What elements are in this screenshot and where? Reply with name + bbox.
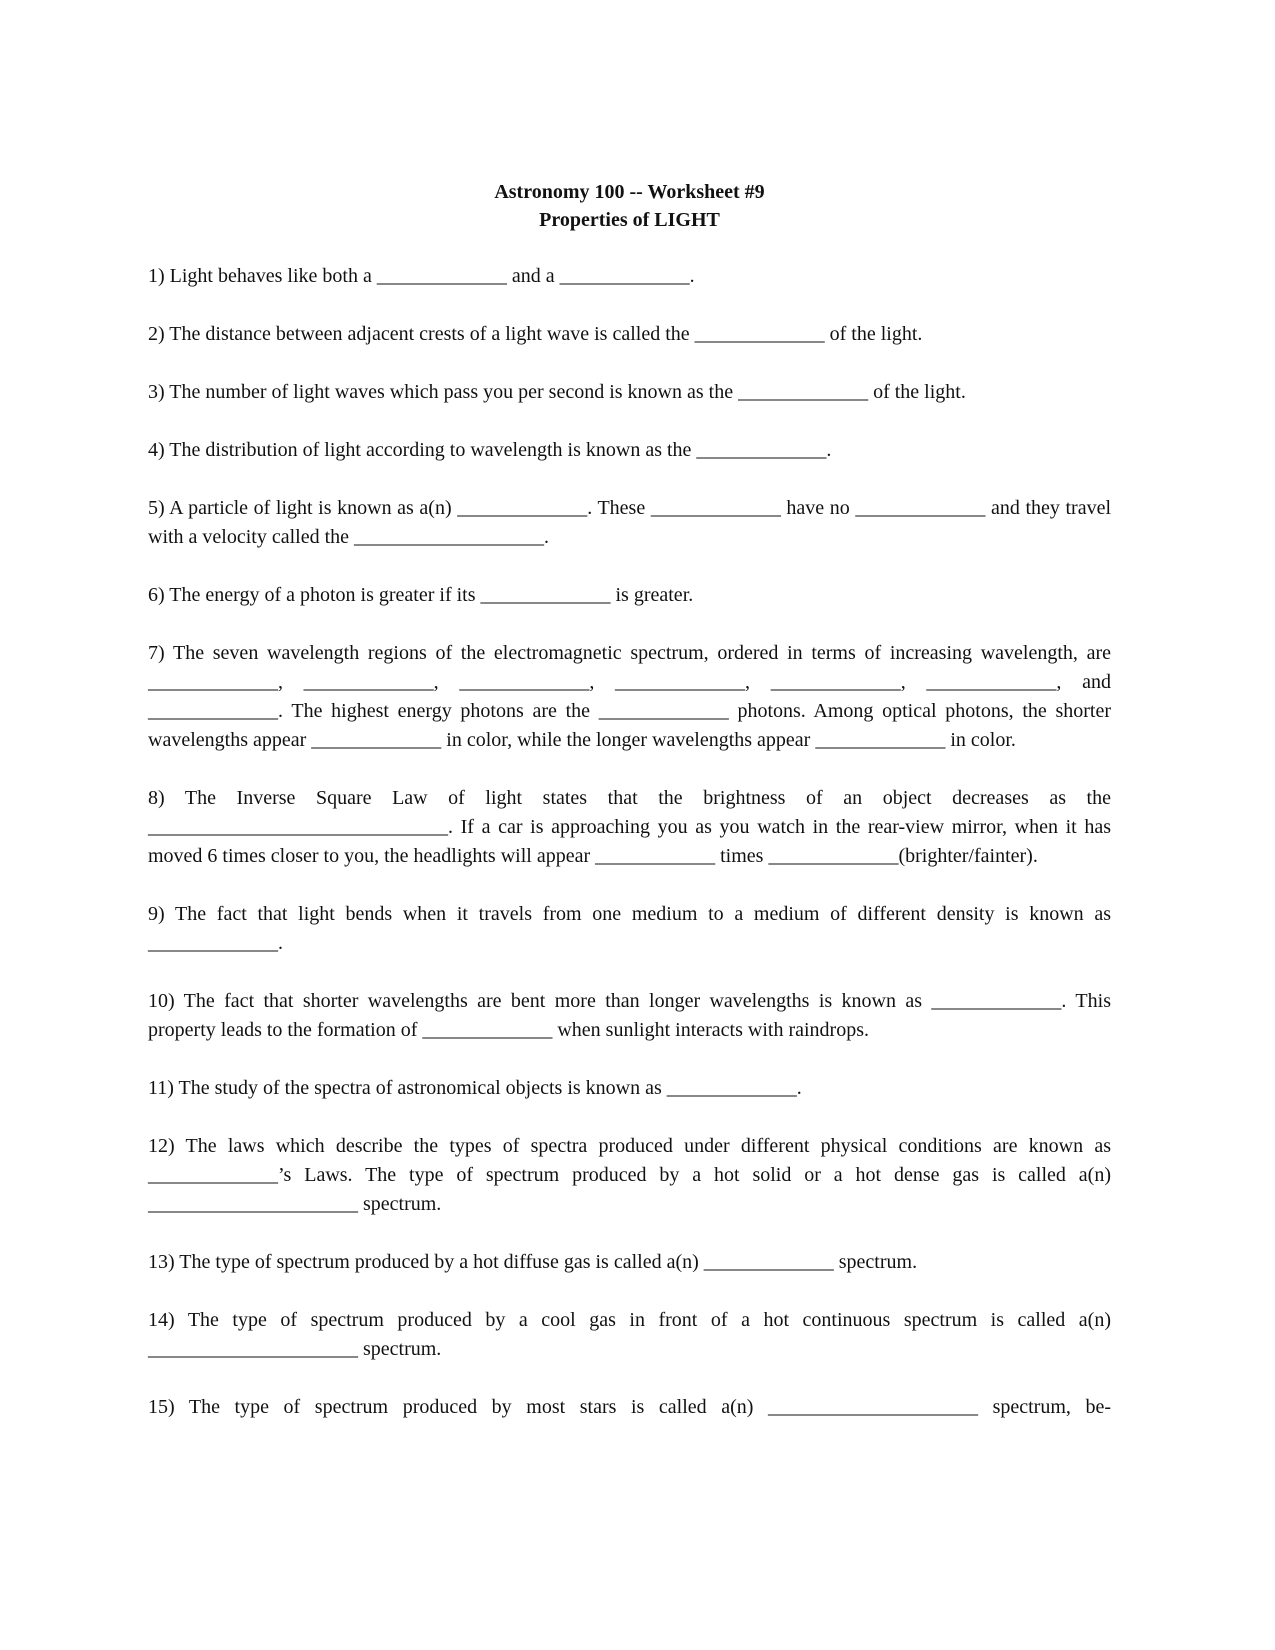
question-9: 9) The fact that light bends when it travels from one medium to a medium of different density is known as _____________. [148, 903, 1111, 954]
worksheet-page [148, 178, 1111, 1451]
question-2: 2) The distance between adjacent crests of a light wave is called the _____________ of the light. [148, 323, 923, 345]
worksheet-subtitle: Properties of LIGHT [539, 209, 720, 231]
question-6: 6) The energy of a photon is greater if its _____________ is greater. [148, 584, 694, 606]
question-11: 11) The study of the spectra of astronomical objects is known as _____________. [148, 1077, 802, 1099]
question-1: 1) Light behaves like both a _____________ and a _____________. [148, 265, 695, 287]
question-list [148, 262, 1111, 1422]
question-12: 12) The laws which describe the types of spectra produced under different physical conditions are known as _____________’s Laws. The type of spectrum produced by a hot solid or a hot dense gas is called a(n) _____________________ spectrum. [148, 1135, 1111, 1215]
question-10: 10) The fact that shorter wavelengths are bent more than longer wavelengths is known as _____________. This property leads to the formation of _____________ when sunlight interacts with raindrops. [148, 990, 1111, 1041]
question-7: 7) The seven wavelength regions of the electromagnetic spectrum, ordered in terms of increasing wavelength, are _____________, _____________, _____________, _____________, _____________, _____________, and _____________. The highest energy photons are the _____________ photons. Among optical photons, the shorter wavelengths appear _____________ in color, while the longer wavelengths appear _____________ in color. [148, 642, 1111, 751]
question-8: 8) The Inverse Square Law of light states that the brightness of an object decreases as the ______________________________. If a car is approaching you as you watch in the rear-view mirror, when it has moved 6 times closer to you, the headlights will appear ____________ times _____________(brighter/fainter). [148, 787, 1111, 867]
question-3: 3) The number of light waves which pass you per second is known as the _____________ of the light. [148, 381, 966, 403]
question-14: 14) The type of spectrum produced by a cool gas in front of a hot continuous spectrum is called a(n) _____________________ spectrum. [148, 1309, 1111, 1360]
question-15: 15) The type of spectrum produced by most stars is called a(n) _____________________ spectrum, be- [148, 1396, 1111, 1418]
worksheet-title: Astronomy 100 -- Worksheet #9 [494, 181, 765, 203]
question-13: 13) The type of spectrum produced by a hot diffuse gas is called a(n) _____________ spectrum. [148, 1251, 918, 1273]
question-5: 5) A particle of light is known as a(n) _____________. These _____________ have no _____________ and they travel with a velocity called the ___________________. [148, 497, 1111, 548]
question-4: 4) The distribution of light according to wavelength is known as the _____________. [148, 439, 832, 461]
